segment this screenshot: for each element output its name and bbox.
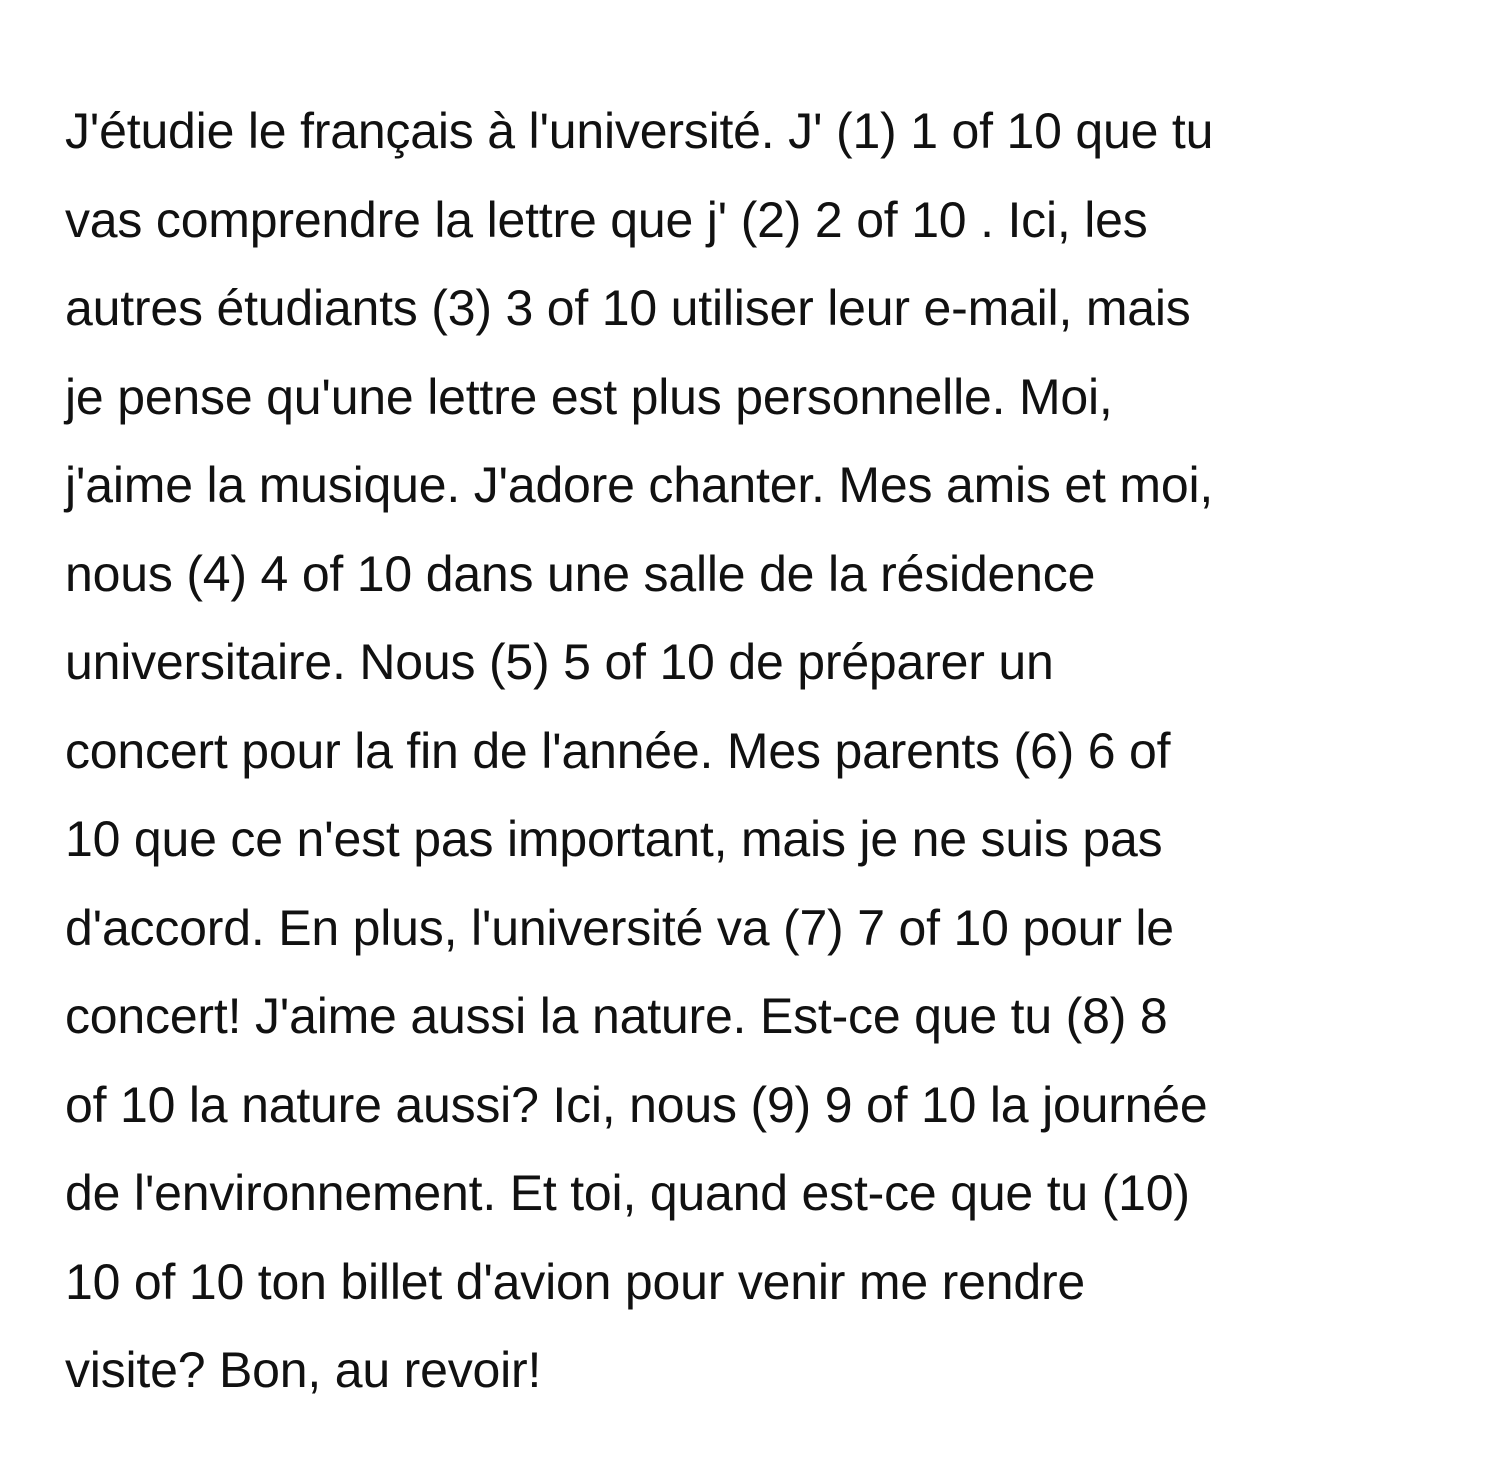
passage-line: visite? Bon, au revoir!: [65, 1342, 542, 1398]
passage-line: 10 que ce n'est pas important, mais je ne suis pas: [65, 811, 1163, 867]
passage-line: d'accord. En plus, l'université va (7) 7 of 10 pour le: [65, 899, 1174, 956]
passage-line: 10 of 10 ton billet d'avion pour venir me rendre: [65, 1253, 1086, 1310]
fill-in-the-blank-passage: [65, 87, 1440, 1415]
passage-line: je pense qu'une lettre est plus personnelle. Moi,: [65, 368, 1113, 425]
passage-line: de l'environnement. Et toi, quand est-ce que tu (10): [65, 1165, 1190, 1221]
passage-line: vas comprendre la lettre que j' (2) 2 of 10 . Ici, les: [65, 191, 1148, 248]
passage-line: j'aime la musique. J'adore chanter. Mes amis et moi,: [65, 457, 1214, 513]
passage-line: autres étudiants (3) 3 of 10 utiliser leur e-mail, mais: [65, 280, 1191, 336]
passage-line: concert pour la fin de l'année. Mes parents (6) 6 of: [65, 722, 1171, 779]
passage-line: of 10 la nature aussi? Ici, nous (9) 9 of 10 la journée: [65, 1076, 1208, 1133]
passage-line: J'étudie le français à l'université. J' (1) 1 of 10 que tu: [65, 103, 1214, 159]
passage-line: concert! J'aime aussi la nature. Est-ce que tu (8) 8: [65, 988, 1168, 1044]
passage-line: nous (4) 4 of 10 dans une salle de la résidence: [65, 545, 1096, 602]
passage-line: universitaire. Nous (5) 5 of 10 de préparer un: [65, 634, 1054, 690]
